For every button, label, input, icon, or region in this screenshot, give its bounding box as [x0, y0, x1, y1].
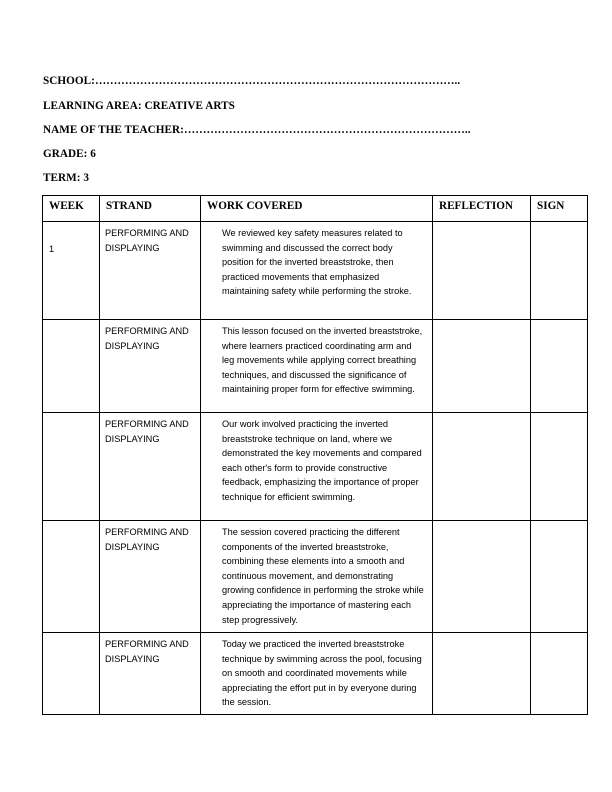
- reflection-cell: [433, 320, 531, 413]
- learning-area-field: LEARNING AREA: CREATIVE ARTS: [43, 100, 235, 112]
- strand-value: PERFORMING AND DISPLAYING: [105, 326, 189, 351]
- reflection-cell: [433, 633, 531, 715]
- sign-cell: [531, 320, 588, 413]
- table-row: [43, 633, 588, 715]
- grade-field: GRADE: 6: [43, 148, 96, 160]
- sign-cell: [531, 413, 588, 521]
- sign-cell: [531, 521, 588, 633]
- week-value: [43, 633, 99, 653]
- work-covered-text: The session covered practicing the different components of the inverted breaststroke, combining these elements into a smooth and continuous movement, and demonstrating growing confidence in performing the stroke while appreciating the importance of mastering each step progressively.: [222, 527, 424, 625]
- strand-value: PERFORMING AND DISPLAYING: [105, 527, 189, 552]
- column-header-strand: STRAND: [100, 196, 201, 222]
- work-covered-text: Today we practiced the inverted breaststroke technique by swimming across the pool, focusing on smooth and coordinated movements while appreciating the effort put in by everyone during the session.: [222, 639, 422, 708]
- week-value: [43, 320, 99, 340]
- table-row: [43, 320, 588, 413]
- week-value: [43, 521, 99, 541]
- school-field: SCHOOL:……………………………………………………………………………………..: [43, 75, 461, 87]
- strand-value: PERFORMING AND DISPLAYING: [105, 228, 189, 253]
- column-header-work-covered: WORK COVERED: [201, 196, 433, 222]
- sign-cell: [531, 633, 588, 715]
- week-cell: [43, 521, 100, 633]
- work-covered-cell: [201, 633, 433, 715]
- work-covered-cell: [201, 320, 433, 413]
- week-cell: [43, 222, 100, 320]
- strand-cell: [100, 413, 201, 521]
- week-value: 1: [49, 244, 55, 254]
- strand-cell: [100, 320, 201, 413]
- strand-value: PERFORMING AND DISPLAYING: [105, 639, 189, 664]
- week-cell: [43, 633, 100, 715]
- work-covered-text: This lesson focused on the inverted breaststroke, where learners practiced coordinating arm and leg movements while applying correct breathing techniques, and discussed the significance of maintaining proper form for effective swimming.: [222, 326, 423, 395]
- reflection-cell: [433, 413, 531, 521]
- work-covered-text: We reviewed key safety measures related to swimming and discussed the correct body position for the inverted breaststroke, then practiced movements that emphasized maintaining safety while performing the stroke.: [222, 228, 412, 297]
- table-row: [43, 521, 588, 633]
- week-cell: [43, 320, 100, 413]
- column-header-week: WEEK: [43, 196, 100, 222]
- table-header-row: [43, 196, 588, 222]
- strand-cell: [100, 222, 201, 320]
- table-row: [43, 222, 588, 320]
- work-covered-cell: [201, 413, 433, 521]
- reflection-cell: [433, 521, 531, 633]
- table-row: [43, 413, 588, 521]
- column-header-reflection: REFLECTION: [433, 196, 531, 222]
- work-covered-cell: [201, 521, 433, 633]
- strand-cell: [100, 633, 201, 715]
- strand-value: PERFORMING AND DISPLAYING: [105, 419, 189, 444]
- week-value: [43, 413, 99, 433]
- work-covered-cell: [201, 222, 433, 320]
- work-record-table: [42, 195, 588, 715]
- strand-cell: [100, 521, 201, 633]
- week-cell: [43, 413, 100, 521]
- sign-cell: [531, 222, 588, 320]
- reflection-cell: [433, 222, 531, 320]
- term-field: TERM: 3: [43, 172, 90, 184]
- teacher-name-field: NAME OF THE TEACHER:…………………………………………………………………..: [43, 124, 471, 136]
- column-header-sign: SIGN: [531, 196, 588, 222]
- work-covered-text: Our work involved practicing the inverted breaststroke technique on land, where we demonstrated the key movements and compared each other's form to provide constructive feedback, emphasizing the importance of proper technique for efficient swimming.: [222, 419, 422, 502]
